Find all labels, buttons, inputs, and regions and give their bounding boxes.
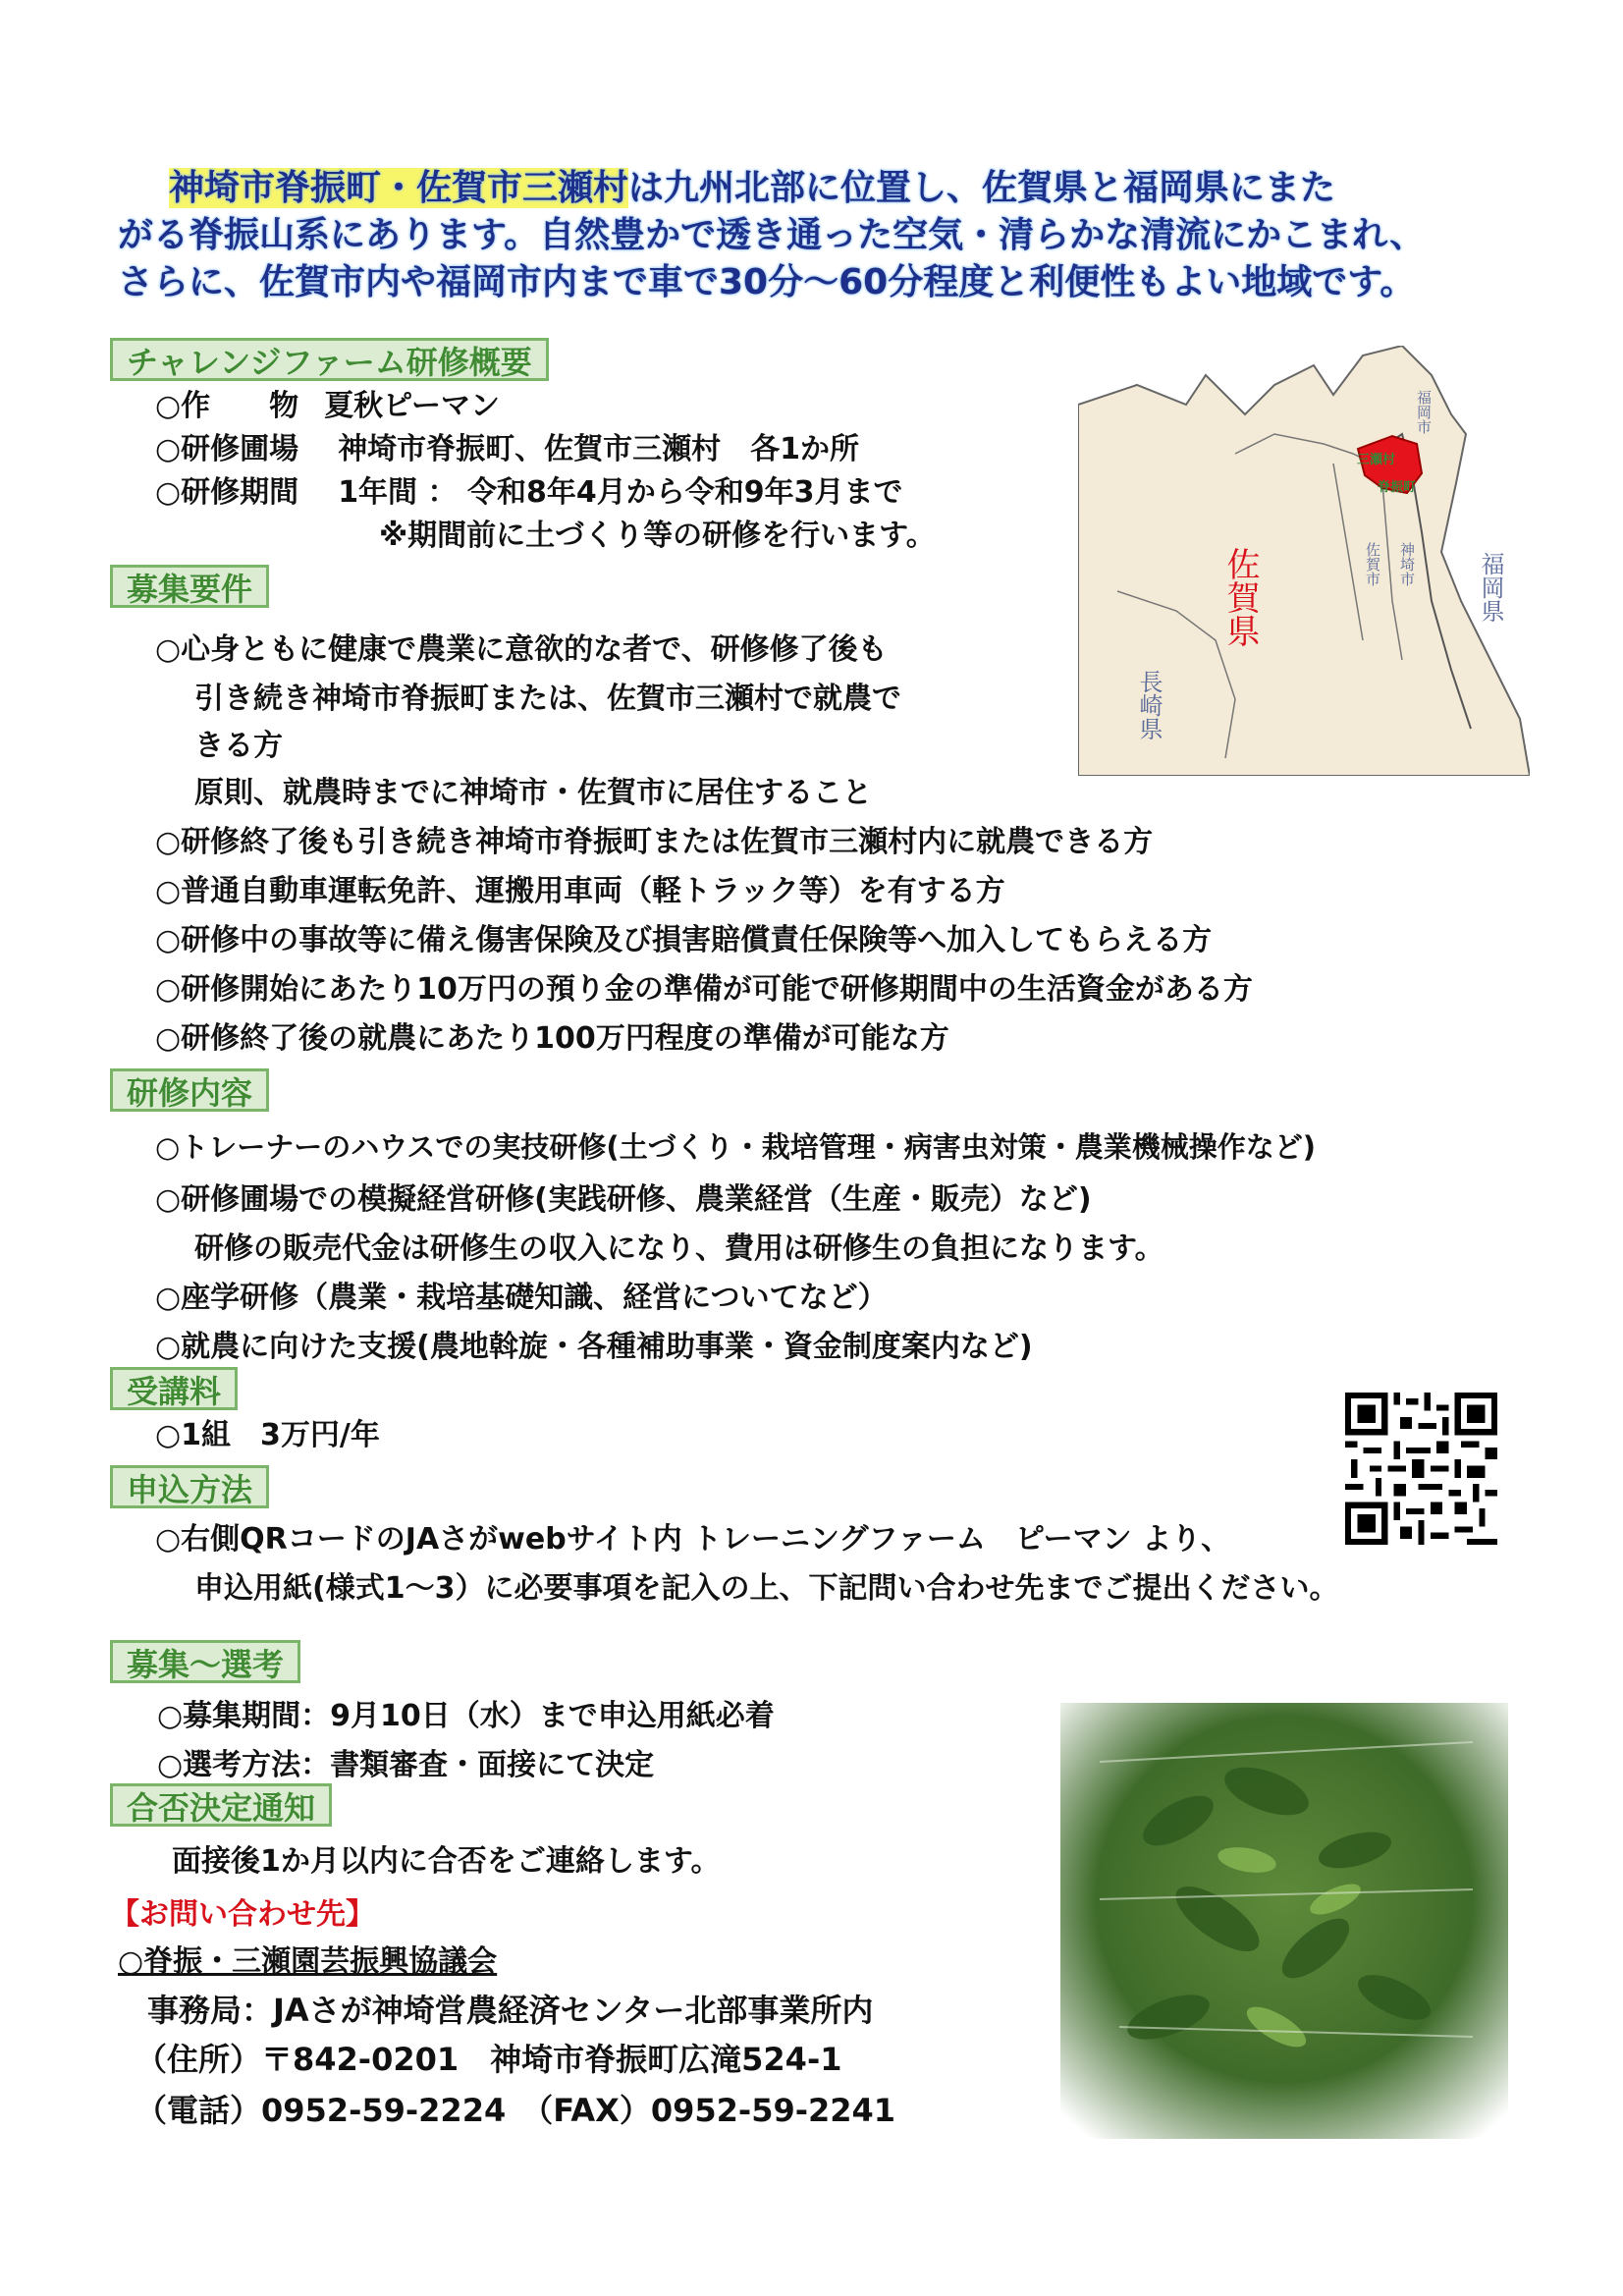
selection-heading: 募集～選考 — [110, 1640, 300, 1683]
content-item-1: ○トレーナーのハウスでの実技研修(土づくり・栽培管理・病害虫対策・農業機械操作など) — [155, 1130, 1316, 1164]
pepper-plant-photo — [1060, 1703, 1508, 2139]
fee-heading: 受講料 — [110, 1367, 238, 1410]
requirement-1-line-1: ○心身ともに健康で農業に意欲的な者で、研修修了後も — [155, 632, 888, 667]
intro-line-3: さらに、佐賀市内や福岡市内まで車で30分～60分程度と利便性もよい地域です。 — [118, 262, 1416, 302]
area-map — [1078, 346, 1530, 776]
application-line-2: 申込用紙(様式1～3）に必要事項を記入の上、下記問い合わせ先までご提出ください。 — [194, 1571, 1339, 1606]
content-item-2: ○研修圃場での模擬経営研修(実践研修、農業経営（生産・販売）など) — [155, 1182, 1092, 1217]
map-label-fukuoka-pref: 福岡県 — [1477, 552, 1504, 623]
requirement-1-line-2: 引き続き神埼市脊振町または、佐賀市三瀬村で就農で — [194, 682, 901, 716]
intro-paragraph — [118, 165, 1532, 306]
requirement-6: ○研修終了後の就農にあたり100万円程度の準備が可能な方 — [155, 1021, 949, 1056]
map-label-mitsuse: 三瀬村 — [1357, 453, 1396, 467]
overview-row-crop: ○作 物 夏秋ピーマン — [155, 389, 500, 423]
requirement-4: ○研修中の事故等に備え傷害保険及び損害賠償責任保険等へ加入してもらえる方 — [155, 923, 1213, 957]
requirements-heading: 募集要件 — [110, 565, 269, 608]
requirement-1-line-3: きる方 — [194, 729, 283, 763]
map-label-nagasaki-pref: 長崎県 — [1135, 670, 1163, 740]
overview-row-period: ○研修期間 1年間 ： 令和8年4月から令和9年3月まで — [155, 475, 903, 510]
content-item-4: ○就農に向けた支援(農地斡旋・各種補助事業・資金制度案内など) — [155, 1330, 1033, 1364]
fee-item: ○1組 3万円/年 — [155, 1418, 380, 1452]
contact-phone: （電話）0952-59-2224 （FAX）0952-59-2241 — [135, 2092, 896, 2129]
intro-line-1: 神埼市脊振町・佐賀市三瀬村は九州北部に位置し、佐賀県と福岡県にまた — [169, 168, 1336, 208]
contact-title: 【お問い合わせ先】 — [110, 1897, 375, 1932]
overview-row-field: ○研修圃場 神埼市脊振町、佐賀市三瀬村 各1か所 — [155, 432, 860, 466]
result-heading: 合否決定通知 — [110, 1783, 332, 1827]
selection-period: ○募集期間：9月10日（水）まで申込用紙必着 — [157, 1699, 775, 1733]
content-item-3: ○座学研修（農業・栽培基礎知識、経営についてなど） — [155, 1281, 888, 1315]
requirement-3: ○普通自動車運転免許、運搬用車両（軽トラック等）を有する方 — [155, 874, 1005, 908]
requirement-1-line-4: 原則、就農時までに神埼市・佐賀市に居住すること — [194, 776, 872, 810]
map-label-saga-pref: 佐賀県 — [1220, 547, 1260, 647]
map-label-saga-city: 佐賀市 — [1364, 542, 1381, 586]
map-label-fukuoka-city: 福岡市 — [1415, 390, 1433, 434]
overview-heading: チャレンジファーム研修概要 — [110, 338, 549, 381]
content-item-2-note: 研修の販売代金は研修生の収入になり、費用は研修生の負担になります。 — [194, 1231, 1164, 1266]
requirement-5: ○研修開始にあたり10万円の預り金の準備が可能で研修期間中の生活資金がある方 — [155, 972, 1253, 1007]
result-text: 面接後1か月以内に合否をご連絡します。 — [172, 1844, 721, 1879]
contact-address: （住所）〒842-0201 神埼市脊振町広滝524-1 — [135, 2041, 842, 2078]
application-heading: 申込方法 — [110, 1465, 269, 1508]
contact-office: 事務局：JAさが神埼営農経済センター北部事業所内 — [147, 1992, 874, 2029]
selection-method: ○選考方法：書類審査・面接にて決定 — [157, 1748, 655, 1782]
content-heading: 研修内容 — [110, 1068, 269, 1112]
map-label-sefuri: 脊振町 — [1378, 480, 1417, 495]
intro-line-2: がる脊振山系にあります。自然豊かで透き通った空気・清らかな清流にかこまれ、 — [118, 215, 1426, 255]
overview-note: ※期間前に土づくり等の研修を行います。 — [379, 519, 936, 553]
requirement-2: ○研修終了後も引き続き神埼市脊振町または佐賀市三瀬村内に就農できる方 — [155, 825, 1154, 859]
map-label-kanzaki-city: 神埼市 — [1398, 542, 1416, 586]
application-line-1: ○右側QRコードのJAさがwebサイト内 トレーニングファーム ピーマン より、 — [155, 1522, 1231, 1557]
qr-code[interactable] — [1345, 1393, 1497, 1545]
intro-highlight: 神埼市脊振町・佐賀市三瀬村 — [169, 168, 629, 208]
contact-org: ○脊振・三瀬園芸振興協議会 — [118, 1944, 498, 1979]
